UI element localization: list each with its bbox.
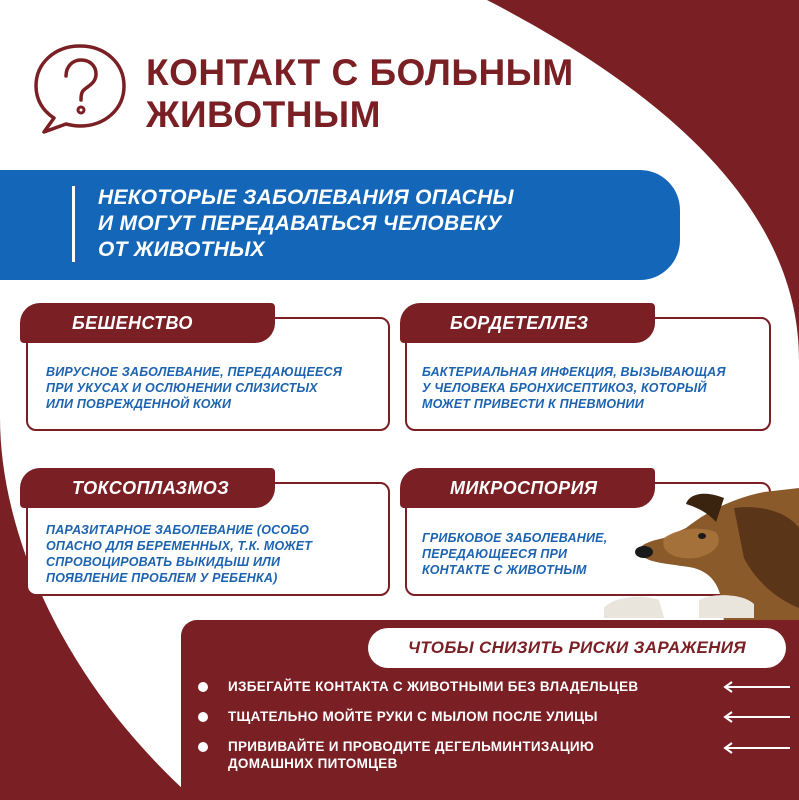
disease-description-microsporia xyxy=(422,530,607,578)
description-line: ПРИ УКУСАХ И ОСЛЮНЕНИИ СЛИЗИСТЫХ xyxy=(46,381,318,395)
arrow-left-icon xyxy=(722,711,790,723)
description-line: ОПАСНО ДЛЯ БЕРЕМЕННЫХ, Т.К. МОЖЕТ xyxy=(46,539,313,553)
bullet-dot-icon xyxy=(198,742,208,752)
description-line: ГРИБКОВОЕ ЗАБОЛЕВАНИЕ, xyxy=(422,531,608,545)
description-line: МОЖЕТ ПРИВЕСТИ К ПНЕВМОНИИ xyxy=(422,397,644,411)
page-title xyxy=(146,52,574,136)
arrow-left-icon xyxy=(722,681,790,693)
tip-line: ДОМАШНИХ ПИТОМЦЕВ xyxy=(228,756,398,771)
description-line: ПЕРЕДАЮЩЕЕСЯ ПРИ xyxy=(422,547,568,561)
tip-line: ПРИВИВАЙТЕ И ПРОВОДИТЕ ДЕГЕЛЬМИНТИЗАЦИЮ xyxy=(228,739,595,754)
bullet-dot-icon xyxy=(198,712,208,722)
tip-item xyxy=(228,678,638,695)
tip-line: ИЗБЕГАЙТЕ КОНТАКТА С ЖИВОТНЫМИ БЕЗ ВЛАДЕЛЬЦЕВ xyxy=(228,679,639,694)
banner-line: И МОГУТ ПЕРЕДАВАТЬСЯ ЧЕЛОВЕКУ xyxy=(98,212,502,235)
description-line: БАКТЕРИАЛЬНАЯ ИНФЕКЦИЯ, ВЫЗЫВАЮЩАЯ xyxy=(422,365,726,379)
description-line: У ЧЕЛОВЕКА БРОНХИСЕПТИКОЗ, КОТОРЫЙ xyxy=(422,381,707,395)
disease-description-bordetellosis xyxy=(422,364,726,412)
description-line: СПРОВОЦИРОВАТЬ ВЫКИДЫШ ИЛИ xyxy=(46,555,281,569)
arrow-left-icon xyxy=(722,742,790,754)
description-line: ИЛИ ПОВРЕЖДЕННОЙ КОЖИ xyxy=(46,397,232,411)
dog-illustration xyxy=(604,488,799,628)
banner-line: ОТ ЖИВОТНЫХ xyxy=(98,238,265,261)
disease-title-toxoplasmosis: ТОКСОПЛАЗМОЗ xyxy=(20,468,275,508)
tip-item xyxy=(228,738,594,772)
disease-description-rabies xyxy=(46,364,342,412)
banner-text xyxy=(98,185,514,263)
disease-title-microsporia: МИКРОСПОРИЯ xyxy=(400,468,655,508)
description-line: ПАРАЗИТАРНОЕ ЗАБОЛЕВАНИЕ (ОСОБО xyxy=(46,523,310,537)
disease-description-toxoplasmosis xyxy=(46,522,312,586)
banner-line: НЕКОТОРЫЕ ЗАБОЛЕВАНИЯ ОПАСНЫ xyxy=(98,186,514,209)
tip-item xyxy=(228,708,598,725)
question-bubble-icon xyxy=(30,40,130,140)
page-title-line1: КОНТАКТ С БОЛЬНЫМ xyxy=(146,52,574,93)
description-line: ПОЯВЛЕНИЕ ПРОБЛЕМ У РЕБЕНКА) xyxy=(46,571,278,585)
banner-divider xyxy=(72,186,75,262)
tip-line: ТЩАТЕЛЬНО МОЙТЕ РУКИ С МЫЛОМ ПОСЛЕ УЛИЦЫ xyxy=(228,709,598,724)
description-line: КОНТАКТЕ С ЖИВОТНЫМ xyxy=(422,563,587,577)
disease-title-rabies: БЕШЕНСТВО xyxy=(20,303,275,343)
bullet-dot-icon xyxy=(198,682,208,692)
tips-heading: ЧТОБЫ СНИЗИТЬ РИСКИ ЗАРАЖЕНИЯ xyxy=(368,628,786,668)
page-title-line2: ЖИВОТНЫМ xyxy=(146,94,381,135)
disease-title-bordetellosis: БОРДЕТЕЛЛЕЗ xyxy=(400,303,655,343)
description-line: ВИРУСНОЕ ЗАБОЛЕВАНИЕ, ПЕРЕДАЮЩЕЕСЯ xyxy=(46,365,343,379)
